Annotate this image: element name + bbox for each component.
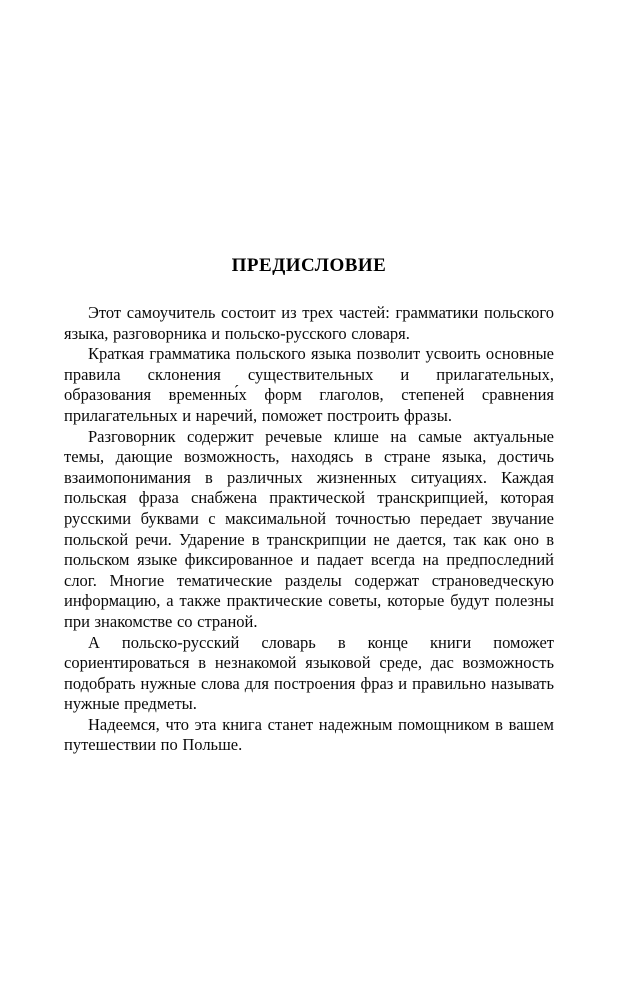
page-title: ПРЕДИСЛОВИЕ	[231, 255, 387, 276]
paragraph: Этот самоучитель состоит из трех частей: грамматики польского языка, разговорника и польско-русского словаря.	[64, 303, 554, 343]
paragraph: Краткая грамматика польского языка позволит усвоить основные правила склонения существительных и прилагательных, образования временны́х форм глаголов, степеней сравнения прилагательных и наречий, поможет построить фразы.	[64, 344, 554, 425]
paragraph: Разговорник содержит речевые клише на самые актуальные темы, дающие возможность, находясь в стране языка, достичь взаимопонимания в различных жизненных ситуациях. Каждая польская фраза снабжена практической транскрипцией, которая русскими буквами с максимальной точностью передает звучание польской речи. Ударение в транскрипции не дается, так как оно в польском языке фиксированное и падает всегда на предпоследний слог. Многие тематические разделы содержат страноведческую информацию, а также практические советы, которые будут полезны при знакомстве со страной.	[64, 426, 554, 631]
paragraph: Надеемся, что эта книга станет надежным помощником в вашем путешествии по Польше.	[64, 714, 554, 755]
paragraph: А польско-русский словарь в конце книги поможет сориентироваться в незнакомой языковой среде, дас возможность подобрать нужные слова для построения фраз и правильно называть нужные предметы.	[64, 632, 554, 714]
preface-text	[64, 303, 554, 756]
